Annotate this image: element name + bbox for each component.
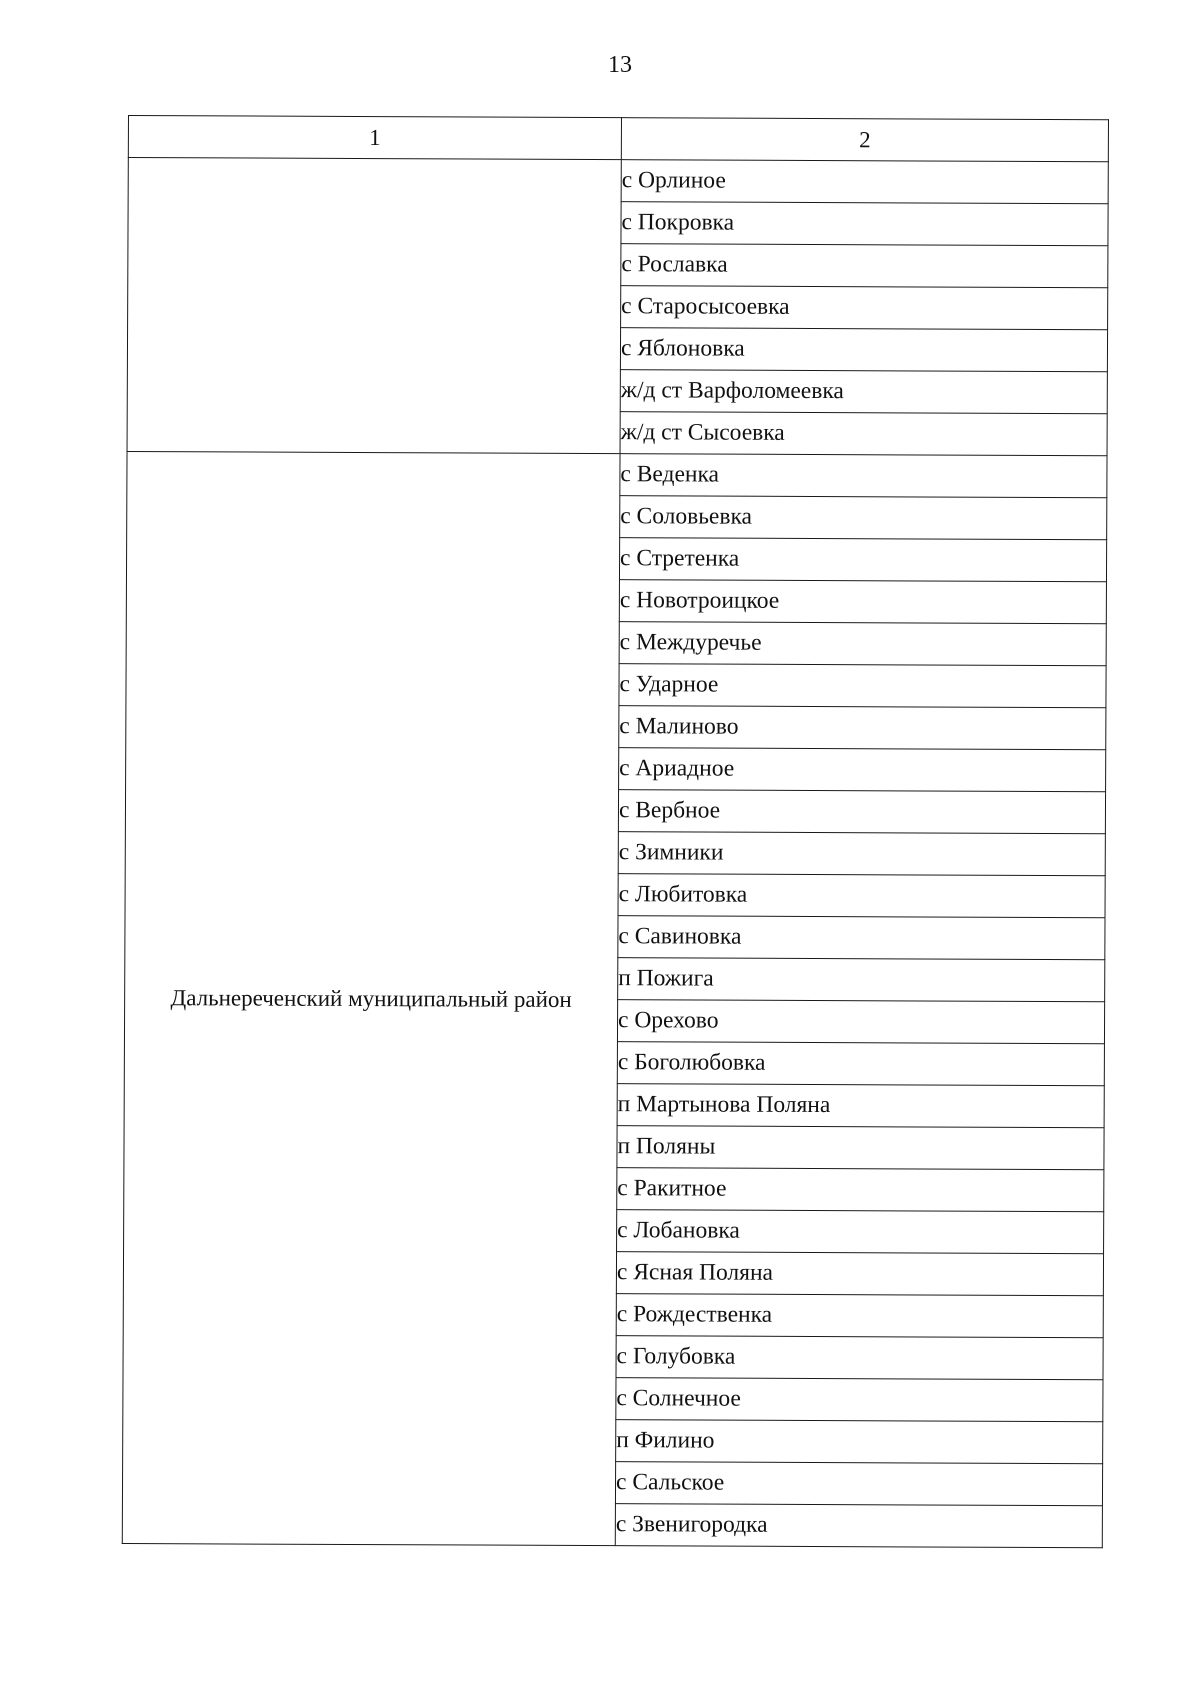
settlement-cell: с Звенигородка	[615, 1504, 1102, 1548]
settlement-cell: с Междуречье	[619, 622, 1106, 666]
district-cell	[127, 158, 621, 454]
settlement-cell: с Малиново	[619, 706, 1106, 750]
column-header-2: 2	[621, 118, 1108, 162]
settlement-cell: с Старосысоевка	[621, 286, 1108, 330]
page-number: 13	[608, 52, 632, 78]
table-row	[128, 158, 1108, 204]
settlement-cell: ж/д ст Варфоломеевка	[620, 370, 1107, 414]
settlement-cell: п Филино	[616, 1420, 1103, 1464]
settlement-cell: с Ариадное	[619, 748, 1106, 792]
settlement-cell: с Веденка	[620, 454, 1107, 498]
settlement-cell: п Пожига	[618, 958, 1105, 1002]
table-header-row	[128, 116, 1108, 162]
settlement-cell: п Поляны	[617, 1126, 1104, 1170]
settlement-cell: с Любитовка	[618, 874, 1105, 918]
settlement-cell: с Рославка	[621, 244, 1108, 288]
table-row	[127, 451, 1107, 497]
settlement-cell: с Голубовка	[616, 1336, 1103, 1380]
settlement-cell: с Стретенка	[619, 538, 1106, 582]
settlement-cell: ж/д ст Сысоевка	[620, 412, 1107, 456]
settlements-table	[122, 115, 1109, 1548]
settlement-cell: с Савиновка	[618, 916, 1105, 960]
settlement-cell: с Рождественка	[616, 1294, 1103, 1338]
settlement-cell: с Зимники	[618, 832, 1105, 876]
settlement-cell: с Ясная Поляна	[616, 1252, 1103, 1296]
settlement-cell: с Новотроицкое	[619, 580, 1106, 624]
settlement-cell: с Орехово	[617, 1000, 1104, 1044]
settlement-cell: с Боголюбовка	[617, 1042, 1104, 1086]
settlement-cell: с Вербное	[618, 790, 1105, 834]
settlement-cell: с Ракитное	[617, 1168, 1104, 1212]
settlement-cell: с Лобановка	[617, 1210, 1104, 1254]
column-header-1: 1	[128, 116, 621, 160]
settlement-cell: с Орлиное	[621, 160, 1108, 204]
settlement-cell: с Соловьевка	[620, 496, 1107, 540]
settlement-cell: с Сальское	[615, 1462, 1102, 1506]
table-body	[122, 158, 1108, 1548]
settlement-cell: п Мартынова Поляна	[617, 1084, 1104, 1128]
settlement-cell: с Солнечное	[616, 1378, 1103, 1422]
district-cell: Дальнереченский муниципальный район	[122, 451, 620, 1545]
settlement-cell: с Покровка	[621, 202, 1108, 246]
settlement-cell: с Яблоновка	[620, 328, 1107, 372]
settlement-cell: с Ударное	[619, 664, 1106, 708]
